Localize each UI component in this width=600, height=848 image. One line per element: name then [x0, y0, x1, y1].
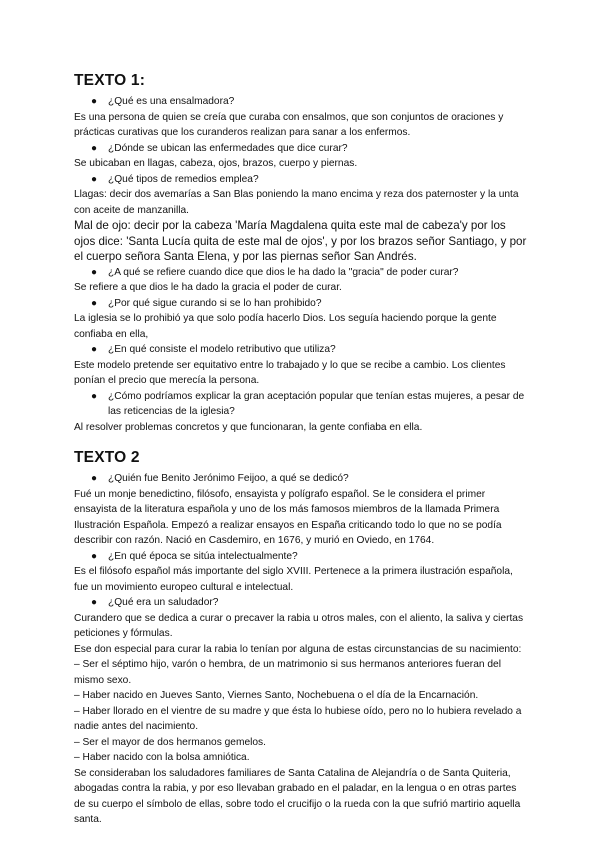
bullet-icon: ● [91, 597, 98, 609]
answer-paragraph: Curandero que se dedica a curar o precaver la rabia u otros males, con el aliento, la saliva y ciertas peticiones y fórmulas. [74, 612, 524, 640]
question-text: ¿En qué consiste el modelo retributivo que utiliza? [108, 344, 336, 356]
question-bullet [74, 172, 528, 188]
question-bullet [74, 342, 528, 358]
question-text: ¿A qué se refiere cuando dice que dios le ha dado la "gracia" de poder curar? [108, 266, 459, 278]
question-text: ¿Por qué sigue curando si se lo han prohibido? [108, 297, 322, 309]
answer-paragraph: Se ubicaban en llagas, cabeza, ojos, brazos, cuerpo y piernas. [74, 158, 358, 169]
answer-paragraph: Es una persona de quien se creía que curaba con ensalmos, que son conjuntos de oraciones y prácticas curativas que los curanderos realizan para sanar a los enfermos. [74, 111, 504, 138]
answer-paragraph: – Haber nacido con la bolsa amniótica. [74, 752, 250, 764]
question-bullet [74, 595, 528, 611]
question-bullet [74, 471, 528, 487]
question-bullet [74, 265, 528, 281]
answer-paragraph: Llagas: decir dos avemarías a San Blas poniendo la mano encima y reza dos paternoster y la unta con aceite de manzanilla. [74, 189, 519, 216]
question-text: ¿Qué era un saludador? [108, 597, 219, 609]
question-text: ¿Cómo podríamos explicar la gran aceptación popular que tenían estas mujeres, a pesar de las reticencias de la iglesia? [108, 390, 525, 418]
answer-paragraph: – Ser el mayor de dos hermanos gemelos. [74, 736, 266, 748]
answer-paragraph: Se consideraban los saludadores familiares de Santa Catalina de Alejandría o de Santa Quiteria, abogadas contra la rabia, y por eso llevaban grabado en el paladar, en la lengua o en otras partes de su cuerpo el símbolo de ellas, sobre todo el crucifijo o la rueda con la que sufrió martirio aquella santa. [74, 767, 521, 826]
question-text: ¿Dónde se ubican las enfermedades que dice curar? [108, 142, 348, 154]
bullet-icon: ● [91, 550, 98, 562]
answer-paragraph: Este modelo pretende ser equitativo entre lo trabajado y lo que se recibe a cambio. Los clientes ponían el precio que merecía la persona. [74, 359, 506, 387]
question-bullet [74, 94, 528, 110]
bullet-icon: ● [91, 344, 98, 356]
answer-paragraph: Al resolver problemas concretos y que funcionaran, la gente confiaba en ella. [74, 421, 423, 433]
answer-paragraph: Ese don especial para curar la rabia lo tenían por alguna de estas circunstancias de su nacimiento: [74, 643, 522, 655]
question-text: ¿Quién fue Benito Jerónimo Feijoo, a qué se dedicó? [108, 473, 349, 485]
answer-paragraph: Es el filósofo español más importante del siglo XVIII. Pertenece a la primera ilustración española, fue un movimiento europeo cultural e intelectual. [74, 566, 513, 593]
answer-paragraph: Mal de ojo: decir por la cabeza 'María Magdalena quita este mal de cabeza'y por los ojos dice: 'Santa Lucía quita de este mal de ojos', y por los brazos señor Santiago, y por el cuerpo señora Santa Elena, y por las piernas señor San Andrés. [74, 219, 527, 264]
section-texto2 [74, 471, 528, 828]
question-text: ¿En qué época se sitúa intelectualmente? [108, 550, 298, 562]
answer-paragraph: Se refiere a que dios le ha dado la gracia el poder de curar. [74, 282, 342, 294]
answer-paragraph: – Haber llorado en el vientre de su madre y que ésta lo hubiese oído, pero no lo hubiera revelado a nadie antes del nacimiento. [74, 705, 522, 733]
question-bullet [74, 389, 528, 420]
bullet-icon: ● [91, 142, 98, 154]
question-text: ¿Qué es una ensalmadora? [108, 96, 235, 107]
bullet-icon: ● [91, 266, 98, 278]
bullet-icon: ● [91, 173, 98, 185]
bullet-icon: ● [91, 473, 98, 485]
section-heading-texto1: TEXTO 1: [74, 72, 146, 89]
question-text: ¿Qué tipos de remedios emplea? [108, 173, 259, 185]
answer-paragraph: – Ser el séptimo hijo, varón o hembra, de un matrimonio si sus hermanos anteriores fueran del mismo sexo. [74, 659, 501, 686]
section-heading-texto2: TEXTO 2 [74, 449, 140, 467]
bullet-icon: ● [91, 96, 98, 107]
answer-paragraph: – Haber nacido en Jueves Santo, Viernes Santo, Nochebuena o el día de la Encarnación. [74, 690, 479, 702]
question-bullet [74, 296, 528, 312]
question-bullet [74, 549, 528, 565]
section-texto1 [74, 94, 528, 435]
bullet-icon: ● [91, 297, 98, 309]
answer-paragraph: Fué un monje benedictino, filósofo, ensayista y polígrafo español. Se le considera el primer ensayista de la literatura española y uno de los más famosos miembros de la llamada Primera Ilustración Española. Empezó a realizar ensayos en España criticando todo lo que no se podía describir con razón. Nació en Casdemiro, en 1676, y murió en Oviedo, en 1764. [74, 488, 502, 547]
question-bullet [74, 141, 528, 157]
answer-paragraph: La iglesia se lo prohibió ya que solo podía hacerlo Dios. Los seguía haciendo porque la gente confiaba en ella, [74, 313, 497, 340]
bullet-icon: ● [91, 390, 98, 402]
